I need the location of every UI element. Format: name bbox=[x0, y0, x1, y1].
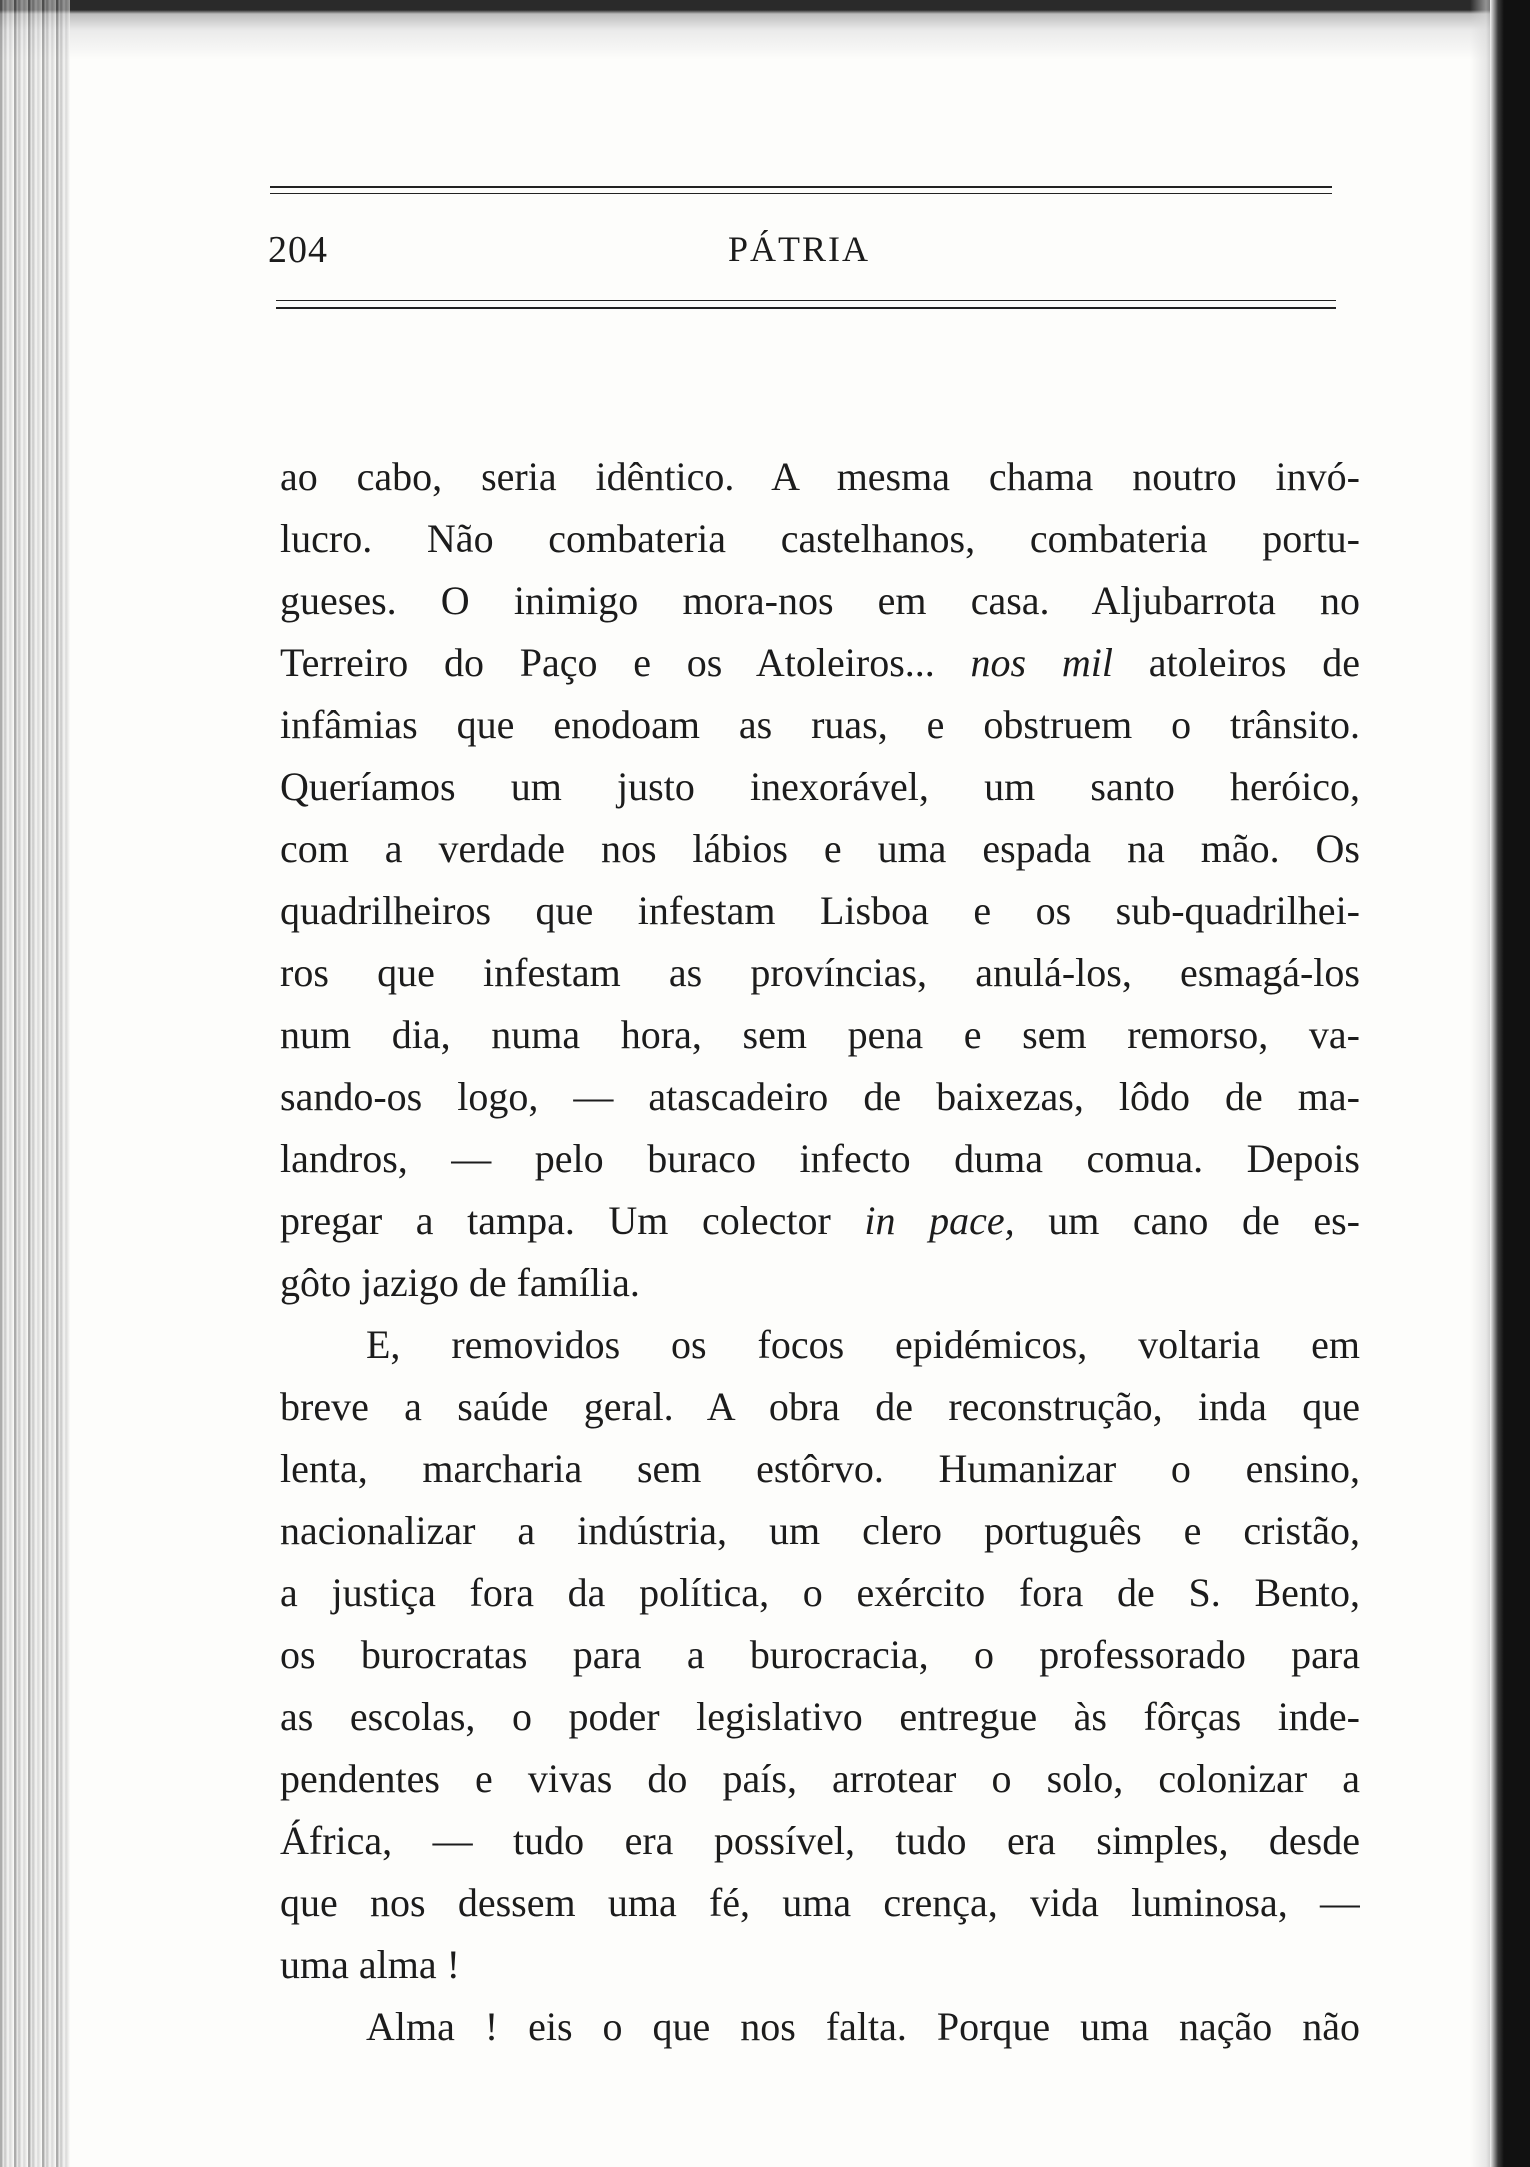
page-number: 204 bbox=[268, 229, 328, 271]
header-rule-bottom-thin bbox=[276, 300, 1336, 301]
text-line-16: breve a saúde geral. A obra de reconstrução, inda que bbox=[280, 1384, 1360, 1429]
text-line-14: gôto jazigo de família. bbox=[280, 1260, 640, 1305]
text-line-10: num dia, numa hora, sem pena e sem remorso, va- bbox=[280, 1012, 1360, 1057]
text-line-4 bbox=[280, 632, 1360, 694]
text-line-23: África, — tudo era possível, tudo era simples, desde bbox=[280, 1818, 1360, 1863]
scan-top-edge bbox=[0, 0, 1510, 60]
text-line-1: ao cabo, seria idêntico. A mesma chama noutro invó- bbox=[280, 454, 1360, 499]
text-line-21: as escolas, o poder legislativo entregue às fôrças inde- bbox=[280, 1694, 1360, 1739]
body-text bbox=[280, 446, 1360, 2058]
text-line-22: pendentes e vivas do país, arrotear o solo, colonizar a bbox=[280, 1756, 1360, 1801]
text-line-11: sando-os logo, — atascadeiro de baixezas, lôdo de ma- bbox=[280, 1074, 1360, 1119]
header-rule-bottom bbox=[276, 307, 1336, 309]
text-line-17: lenta, marcharia sem estôrvo. Humanizar o ensino, bbox=[280, 1446, 1360, 1491]
header-rule-top-thin bbox=[270, 193, 1332, 194]
header-rule-top bbox=[270, 186, 1332, 188]
text-line-19: a justiça fora da política, o exército fora de S. Bento, bbox=[280, 1570, 1360, 1615]
text-line-13-prefix: pregar a tampa. Um colector bbox=[280, 1198, 831, 1243]
text-line-3: gueses. O inimigo mora-nos em casa. Aljubarrota no bbox=[280, 578, 1360, 623]
text-line-13-tail: um cano de es- bbox=[1048, 1198, 1360, 1243]
text-line-4-tail: atoleiros de bbox=[1148, 640, 1360, 685]
text-line-5: infâmias que enodoam as ruas, e obstruem o trânsito. bbox=[280, 702, 1360, 747]
text-line-6: Queríamos um justo inexorável, um santo heróico, bbox=[280, 764, 1360, 809]
text-line-4-prefix: Terreiro do Paço e os Atoleiros... bbox=[280, 640, 935, 685]
text-line-26: Alma ! eis o que nos falta. Porque uma nação não bbox=[366, 2004, 1360, 2049]
scan-left-edge bbox=[0, 0, 70, 2167]
page-header bbox=[268, 212, 1330, 272]
text-line-18: nacionalizar a indústria, um clero português e cristão, bbox=[280, 1508, 1360, 1553]
running-title: PÁTRIA bbox=[727, 229, 870, 269]
text-line-20: os burocratas para a burocracia, o professorado para bbox=[280, 1632, 1360, 1677]
text-line-8: quadrilheiros que infestam Lisboa e os sub-quadrilhei- bbox=[280, 888, 1360, 933]
text-line-12: landros, — pelo buraco infecto duma comua. Depois bbox=[280, 1136, 1360, 1181]
text-line-9: ros que infestam as províncias, anulá-los, esmagá-los bbox=[280, 950, 1360, 995]
text-line-25: uma alma ! bbox=[280, 1942, 460, 1987]
text-line-4-italic: nos mil bbox=[970, 640, 1113, 685]
text-line-15: E, removidos os focos epidémicos, voltaria em bbox=[366, 1322, 1360, 1367]
text-line-2: lucro. Não combateria castelhanos, combateria portu- bbox=[280, 516, 1360, 561]
scan-right-edge bbox=[1490, 0, 1530, 2167]
text-line-13-italic: in pace, bbox=[864, 1198, 1015, 1243]
text-line-24: que nos dessem uma fé, uma crença, vida luminosa, — bbox=[280, 1880, 1360, 1925]
text-line-7: com a verdade nos lábios e uma espada na mão. Os bbox=[280, 826, 1360, 871]
text-line-13 bbox=[280, 1190, 1360, 1252]
